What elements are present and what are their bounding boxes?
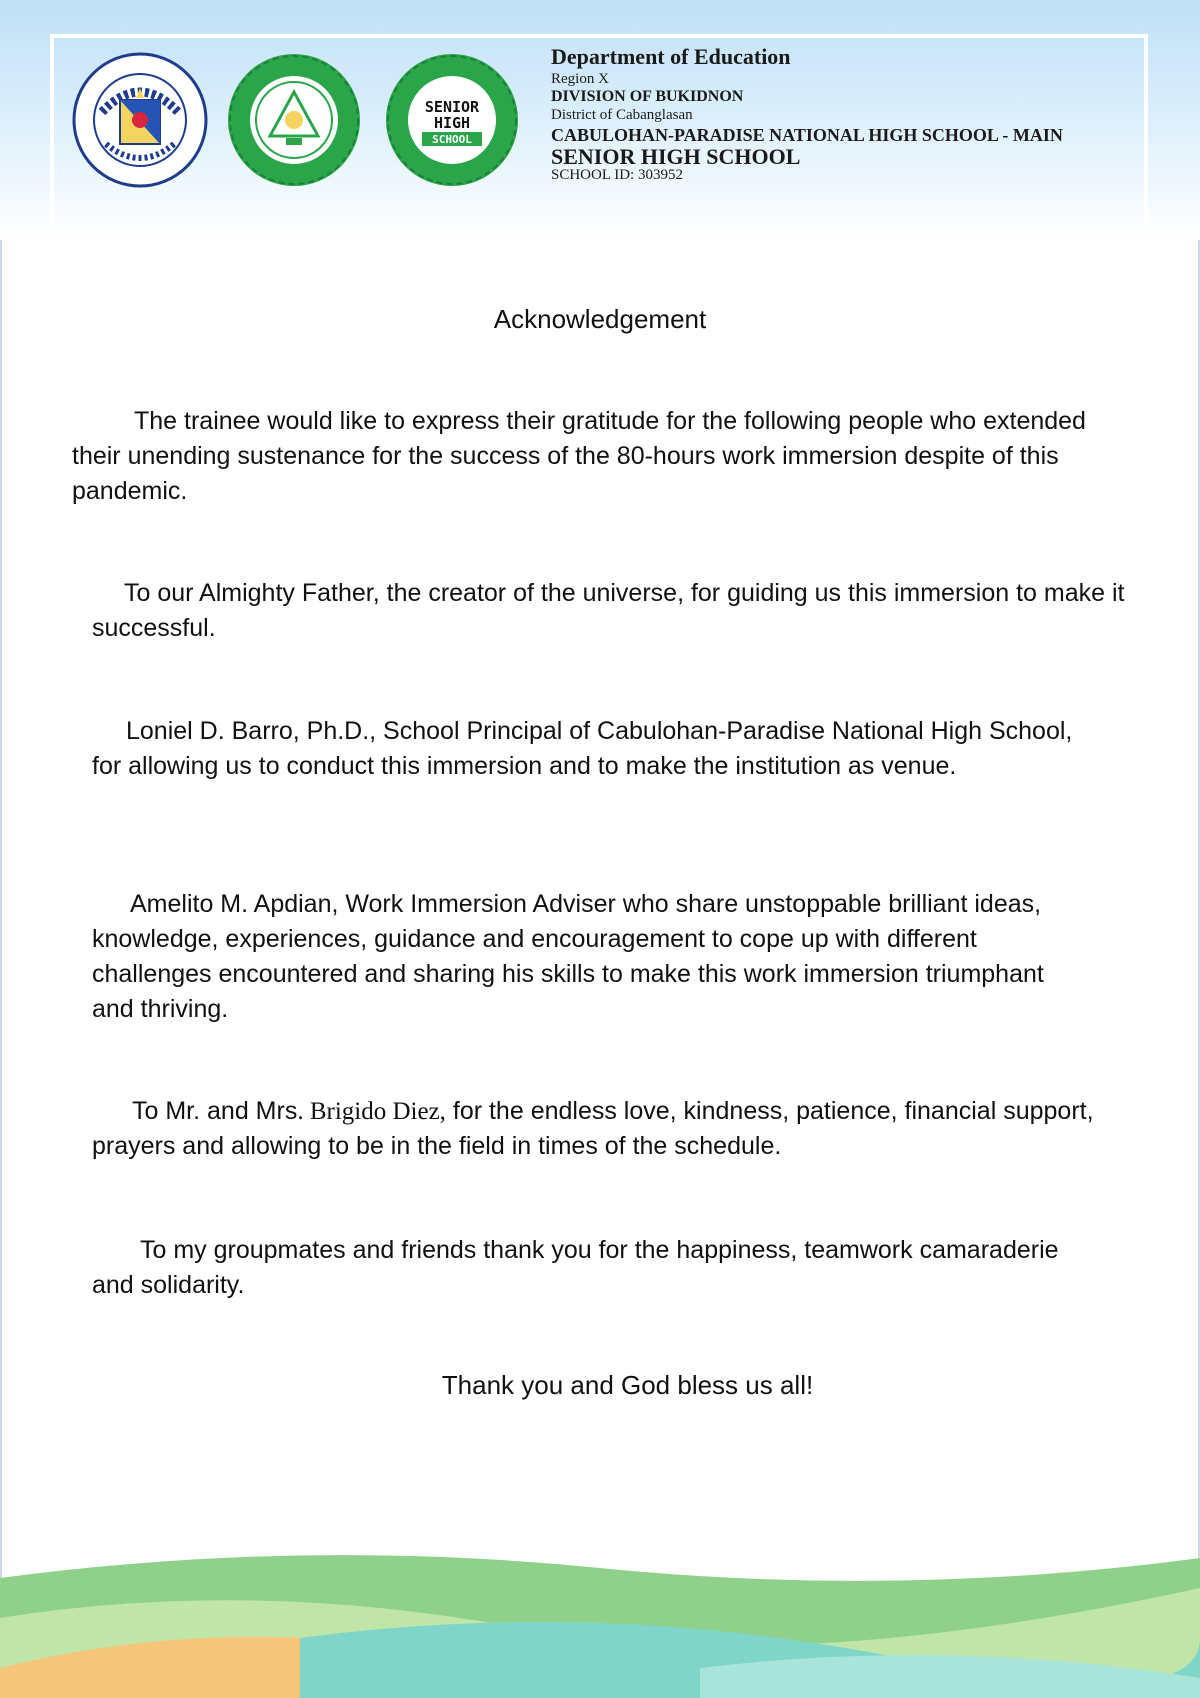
school-seal-logo [226, 52, 362, 188]
school-name: CABULOHAN-PARADISE NATIONAL HIGH SCHOOL - MAIN [551, 125, 1063, 145]
svg-text:SENIOR: SENIOR [424, 98, 480, 116]
document-title: Acknowledgement [493, 304, 707, 334]
deped-seal-logo [72, 52, 208, 188]
division-name: DIVISION OF BUKIDNON [551, 88, 744, 105]
parents-paragraph-start: To Mr. and Mrs [132, 1097, 298, 1125]
region-name: Region X [551, 71, 609, 87]
parents-paragraph-end: for the endless love, kindness, patience, financial support, prayers and allowing to be in the field in times of the schedule. [92, 1097, 1094, 1160]
closing-line: Thank you and God bless us all! [441, 1370, 814, 1400]
shs-seal-logo [384, 52, 520, 188]
district-name: District of Cabanglasan [551, 107, 693, 123]
shs-name: SENIOR HIGH SCHOOL [551, 144, 801, 169]
principal-paragraph: Loniel D. Barro, Ph.D., School Principal of Cabulohan-Paradise National High School, for allowing us to conduct this immersion and to make the institution as venue. [92, 717, 1073, 780]
svg-text:HIGH: HIGH [433, 114, 471, 132]
department-name: Department of Education [551, 44, 791, 69]
god-paragraph: To our Almighty Father, the creator of the universe, for guiding us this immersion to make it successful. [92, 579, 1125, 642]
school-id: SCHOOL ID: 303952 [551, 167, 683, 183]
svg-text:SCHOOL: SCHOOL [432, 133, 472, 146]
friends-paragraph: To my groupmates and friends thank you for the happiness, teamwork camaraderie and solidarity. [92, 1236, 1059, 1299]
adviser-paragraph: Amelito M. Apdian, Work Immersion Adviser who share unstoppable brilliant ideas, knowledge, experiences, guidance and encouragement to cope up with different challenges encountered and sharing his skills to make this work immersion triumphant and thriving. [92, 890, 1044, 1023]
footer-wave-decoration [0, 1538, 1200, 1698]
parents-name: . Brigido Diez, [297, 1098, 446, 1125]
intro-paragraph: The trainee would like to express their gratitude for the following people who extended their unending sustenance for the success of the 80-hours work immersion despite of this pandemic. [72, 407, 1086, 505]
parents-paragraph [92, 1094, 1132, 1164]
